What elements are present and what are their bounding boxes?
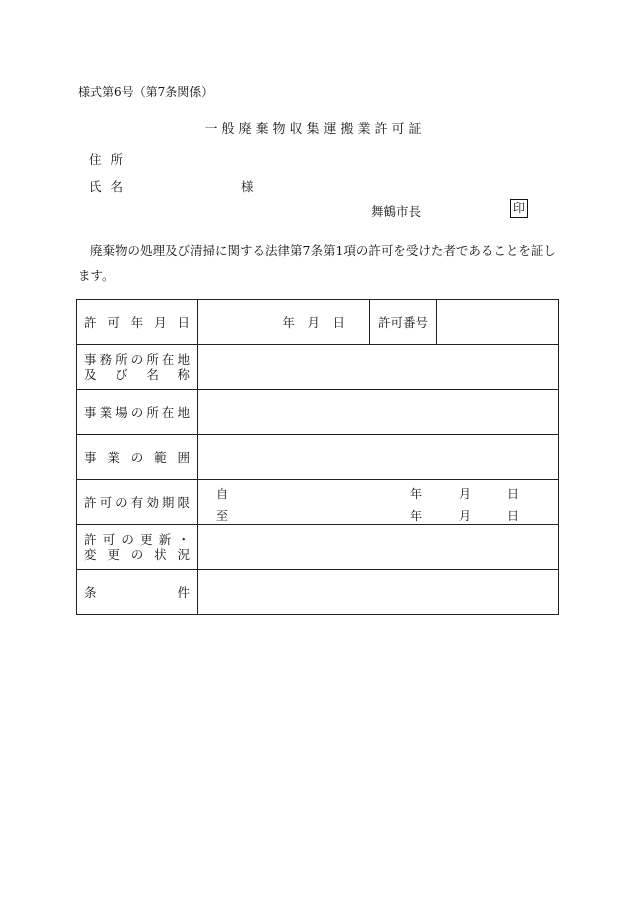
validity-label: 許可の有効期限: [77, 480, 198, 525]
table-row-validity: [77, 480, 559, 525]
seal-mark: 印: [510, 199, 528, 218]
scope-value: [198, 435, 559, 480]
office-value: [198, 345, 559, 390]
permit-date-label: 許可年月日: [77, 300, 198, 345]
from-day: 日: [507, 487, 520, 501]
renewal-value: [198, 525, 559, 570]
address-label: 住所: [89, 152, 133, 167]
to-year: 年: [410, 509, 423, 523]
renewal-label-line2: 変更の状況: [84, 547, 190, 562]
office-label-line1: 事務所の所在地: [84, 352, 190, 367]
to-label: 至: [216, 509, 229, 523]
form-number: 様式第6号（第7条関係）: [78, 85, 214, 99]
table-row-site: [77, 390, 559, 435]
permit-number-label: 許可番号: [370, 300, 437, 345]
issuer-title: 舞鶴市長: [371, 204, 422, 219]
validity-from-row: [216, 485, 558, 501]
table-row-renewal: [77, 525, 559, 570]
validity-to-row: [216, 507, 558, 523]
renewal-label: [77, 525, 198, 570]
table-row-office: [77, 345, 559, 390]
site-label: 事業場の所在地: [77, 390, 198, 435]
table-row-permit-date: [77, 300, 559, 345]
renewal-label-line1: 許可の更新・: [84, 532, 190, 547]
office-label: [77, 345, 198, 390]
conditions-label: 条件: [77, 570, 198, 615]
from-label: 自: [216, 487, 229, 501]
validity-value: [198, 480, 559, 525]
conditions-value: [198, 570, 559, 615]
from-month: 月: [459, 487, 472, 501]
name-label: 氏名: [89, 179, 133, 194]
honorific: 様: [241, 179, 254, 194]
site-value: [198, 390, 559, 435]
table-row-scope: [77, 435, 559, 480]
permit-number-value: [437, 300, 559, 345]
certification-text: 廃棄物の処理及び清掃に関する法律第7条第1項の許可を受けた者であることを証します。: [78, 243, 556, 283]
to-month: 月: [459, 509, 472, 523]
permit-date-value: 年 月 日: [198, 300, 370, 345]
from-year: 年: [410, 487, 423, 501]
permit-table: [76, 299, 559, 615]
table-row-conditions: [77, 570, 559, 615]
scope-label: 事業の範囲: [77, 435, 198, 480]
document-title: 一般廃棄物収集運搬業許可証: [204, 122, 426, 137]
to-day: 日: [507, 509, 520, 523]
office-label-line2: 及び名称: [84, 367, 190, 382]
